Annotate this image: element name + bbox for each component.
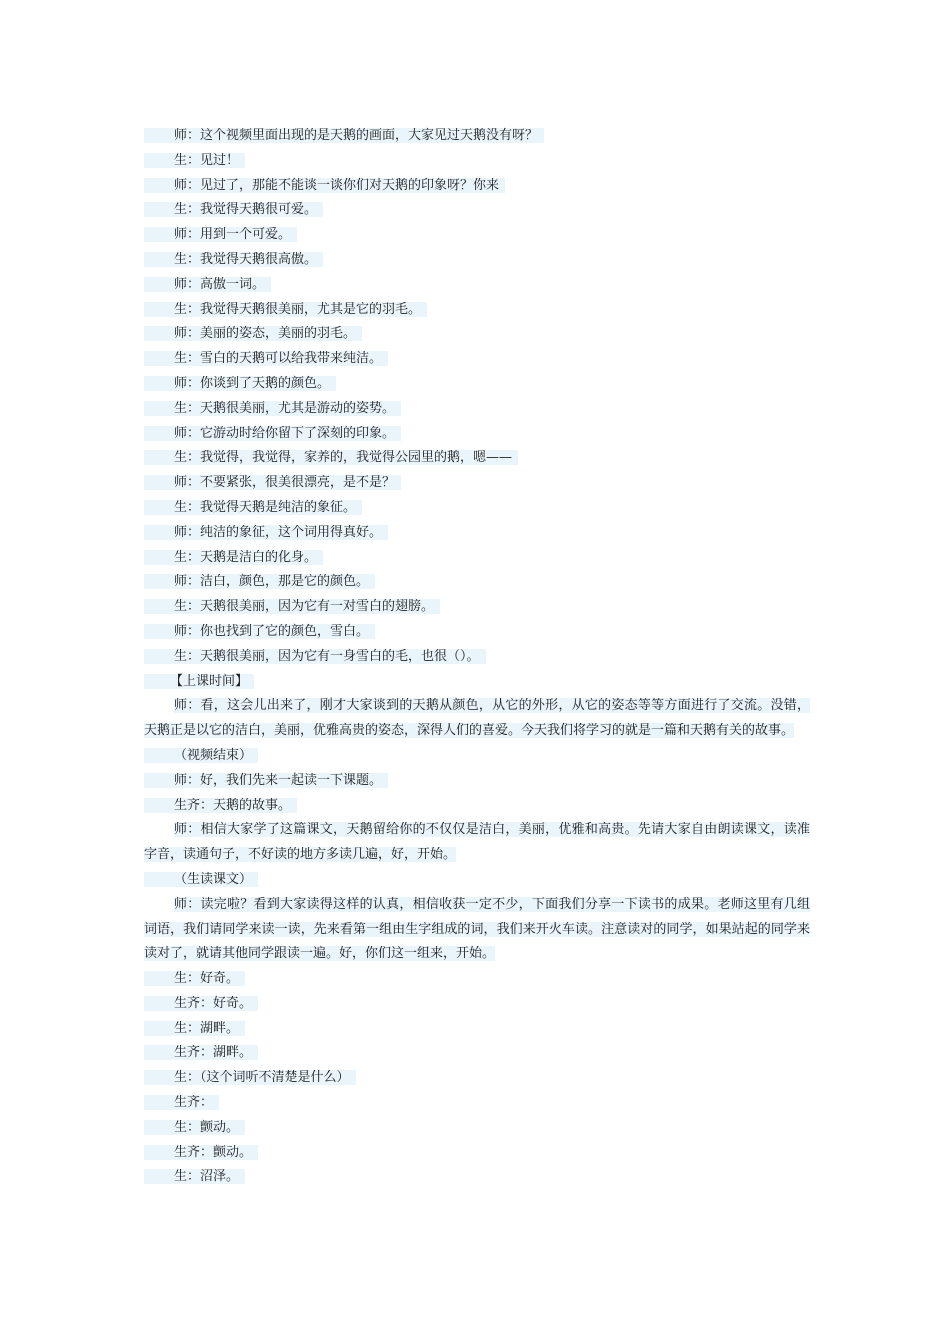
- dialogue-line: 师：你也找到了它的颜色，雪白。: [144, 620, 810, 645]
- dialogue-line: 师：这个视频里面出现的是天鹅的画面，大家见过天鹅没有呀？: [144, 124, 810, 149]
- dialogue-line: 师：它游动时给你留下了深刻的印象。: [144, 422, 810, 447]
- dialogue-line: 师：美丽的姿态，美丽的羽毛。: [144, 322, 810, 347]
- paragraph-teacher-words: 师：读完啦？看到大家读得这样的认真，相信收获一定不少，下面我们分享一下读书的成果。老师这里有几组词语，我们请同学来读一读，先来看第一组由生字组成的词，我们来开火车读。注意读对的同学，如果站起的同学来读对了，就请其他同学跟读一遍。好，你们这一组来，开始。: [144, 896, 810, 962]
- document-page: [144, 124, 810, 1190]
- paragraph-teacher-intro: 师：看，这会儿出来了，刚才大家谈到的天鹅从颜色，从它的外形，从它的姿态等等方面进行了交流。没错，天鹅正是以它的洁白，美丽，优雅高贵的姿态，深得人们的喜爱。今天我们将学习的就是一篇和天鹅有关的故事。: [144, 698, 810, 739]
- dialogue-line: 生：颤动。: [144, 1116, 810, 1141]
- dialogue-line: 生：好奇。: [144, 967, 810, 992]
- dialogue-line: 生：沼泽。: [144, 1165, 810, 1190]
- dialogue-line: 师：好，我们先来一起读一下课题。: [144, 769, 810, 794]
- dialogue-line: 师：用到一个可爱。: [144, 223, 810, 248]
- dialogue-line: 生：天鹅是洁白的化身。: [144, 546, 810, 571]
- dialogue-line: 生齐：天鹅的故事。: [144, 794, 810, 819]
- paragraph-teacher-reading: 师：相信大家学了这篇课文，天鹅留给你的不仅仅是洁白，美丽，优雅和高贵。先请大家自由朗读课文，读准字音，读通句子，不好读的地方多读几遍，好，开始。: [144, 822, 810, 863]
- dialogue-line: 师：见过了，那能不能谈一谈你们对天鹅的印象呀？你来: [144, 174, 810, 199]
- dialogue-line: 生齐：好奇。: [144, 992, 810, 1017]
- dialogue-line: 师：洁白，颜色，那是它的颜色。: [144, 570, 810, 595]
- dialogue-line: 生齐：湖畔。: [144, 1041, 810, 1066]
- dialogue-line: 生：天鹅很美丽，因为它有一对雪白的翅膀。: [144, 595, 810, 620]
- dialogue-line: 师：你谈到了天鹅的颜色。: [144, 372, 810, 397]
- dialogue-line: 生：我觉得天鹅很美丽，尤其是它的羽毛。: [144, 298, 810, 323]
- dialogue-line: 师：不要紧张，很美很漂亮，是不是？: [144, 471, 810, 496]
- dialogue-line: 生：我觉得，我觉得，家养的，我觉得公园里的鹅，嗯——: [144, 446, 810, 471]
- dialogue-line: 生：雪白的天鹅可以给我带来纯洁。: [144, 347, 810, 372]
- dialogue-line: 生齐：颤动。: [144, 1141, 810, 1166]
- section-heading: 【上课时间】: [144, 670, 810, 695]
- dialogue-line: 生：天鹅很美丽，因为它有一身雪白的毛，也很（）。: [144, 645, 810, 670]
- dialogue-line: 生：（这个词听不清楚是什么）: [144, 1066, 810, 1091]
- dialogue-line: 师：高傲一词。: [144, 273, 810, 298]
- dialogue-line: 生：湖畔。: [144, 1017, 810, 1042]
- dialogue-line: 生：我觉得天鹅是纯洁的象征。: [144, 496, 810, 521]
- dialogue-line: 生：我觉得天鹅很高傲。: [144, 248, 810, 273]
- stage-direction: （视频结束）: [144, 744, 810, 769]
- dialogue-line: 生：见过！: [144, 149, 810, 174]
- dialogue-line: 生齐：: [144, 1091, 810, 1116]
- dialogue-line: 生：天鹅很美丽，尤其是游动的姿势。: [144, 397, 810, 422]
- dialogue-line: 生：我觉得天鹅很可爱。: [144, 198, 810, 223]
- stage-direction: （生读课文）: [144, 868, 810, 893]
- dialogue-line: 师：纯洁的象征，这个词用得真好。: [144, 521, 810, 546]
